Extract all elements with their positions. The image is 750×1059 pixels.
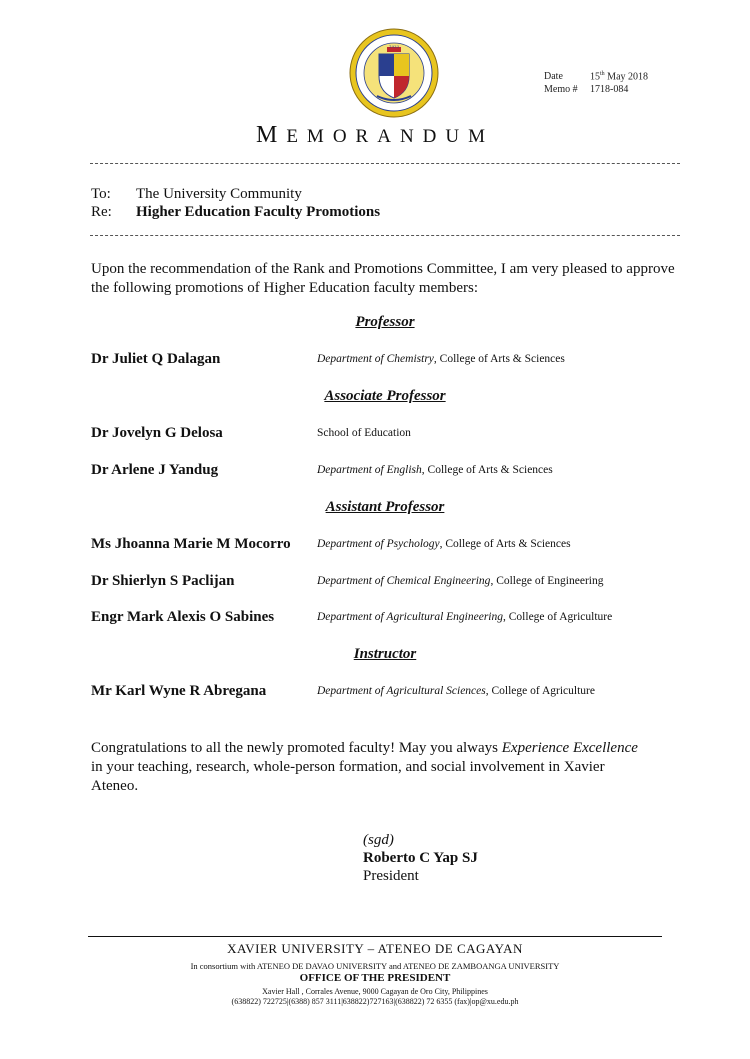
faculty-department: Department of Agricultural Engineering, College of Agriculture (317, 611, 613, 623)
date-label: Date (544, 71, 563, 82)
faculty-name: Dr Shierlyn S Paclijan (91, 573, 235, 589)
rank-heading-associate: Associate Professor (324, 388, 446, 404)
faculty-name: Dr Jovelyn G Delosa (91, 425, 223, 441)
seal-year: 1933 (388, 44, 400, 49)
signatory-title: President (363, 868, 419, 884)
to-value: The University Community (136, 186, 302, 202)
re-label: Re: (91, 204, 112, 220)
closing-line-2: in your teaching, research, whole-person formation, and social involvement in Xavier (91, 759, 605, 775)
university-seal-icon (349, 26, 439, 120)
faculty-name: Engr Mark Alexis O Sabines (91, 609, 275, 625)
footer-office: OFFICE OF THE PRESIDENT (299, 972, 451, 984)
faculty-department: Department of Agricultural Sciences, College of Agriculture (317, 685, 595, 697)
footer-consortium: In consortium with ATENEO DE DAVAO UNIVERSITY and ATENEO DE ZAMBOANGA UNIVERSITY (190, 961, 560, 971)
rank-heading-instructor: Instructor (353, 646, 417, 662)
rank-heading-assistant: Assistant Professor (325, 499, 445, 515)
faculty-name: Ms Jhoanna Marie M Mocorro (91, 536, 291, 552)
faculty-name: Dr Arlene J Yandug (91, 462, 219, 478)
divider-bottom (90, 235, 680, 236)
intro-paragraph: Upon the recommendation of the Rank and Promotions Committee, I am very pleased to approve the following promotions of Higher Education faculty members: (91, 261, 675, 296)
footer-university: XAVIER UNIVERSITY – ATENEO DE CAGAYAN (227, 941, 523, 956)
date-value: 15th May 2018 (590, 71, 649, 83)
re-value: Higher Education Faculty Promotions (136, 204, 381, 220)
footer-address: Xavier Hall , Corrales Avenue, 9000 Cagayan de Oro City, Philippines (262, 987, 488, 996)
signature-sgd: (sgd) (363, 832, 394, 848)
faculty-department: Department of Chemistry, College of Arts & Sciences (317, 353, 565, 365)
divider-top (90, 163, 680, 164)
closing-line-1: Congratulations to all the newly promoted faculty! May you always Experience Excellence (91, 740, 638, 756)
faculty-name: Dr Juliet Q Dalagan (91, 351, 221, 367)
page-title: MEMORANDUM (255, 122, 495, 148)
memo-number: 1718-084 (590, 84, 629, 95)
closing-line-3: Ateneo. (91, 778, 139, 794)
faculty-department: Department of Psychology, College of Arts & Sciences (317, 538, 571, 550)
footer-divider (88, 936, 662, 937)
memo-label: Memo # (544, 84, 578, 95)
faculty-name: Mr Karl Wyne R Abregana (91, 683, 267, 699)
faculty-department: Department of English, College of Arts & Sciences (317, 464, 553, 476)
faculty-department: Department of Chemical Engineering, College of Engineering (317, 575, 604, 587)
faculty-department: School of Education (317, 427, 411, 439)
to-label: To: (91, 186, 111, 202)
footer-contact: (638822) 722725|(6388) 857 3111|638822)727163|(638822) 72 6355 (fax)|op@xu.edu.ph (231, 997, 519, 1006)
signatory-name: Roberto C Yap SJ (363, 850, 478, 866)
rank-heading-professor: Professor (355, 314, 415, 330)
